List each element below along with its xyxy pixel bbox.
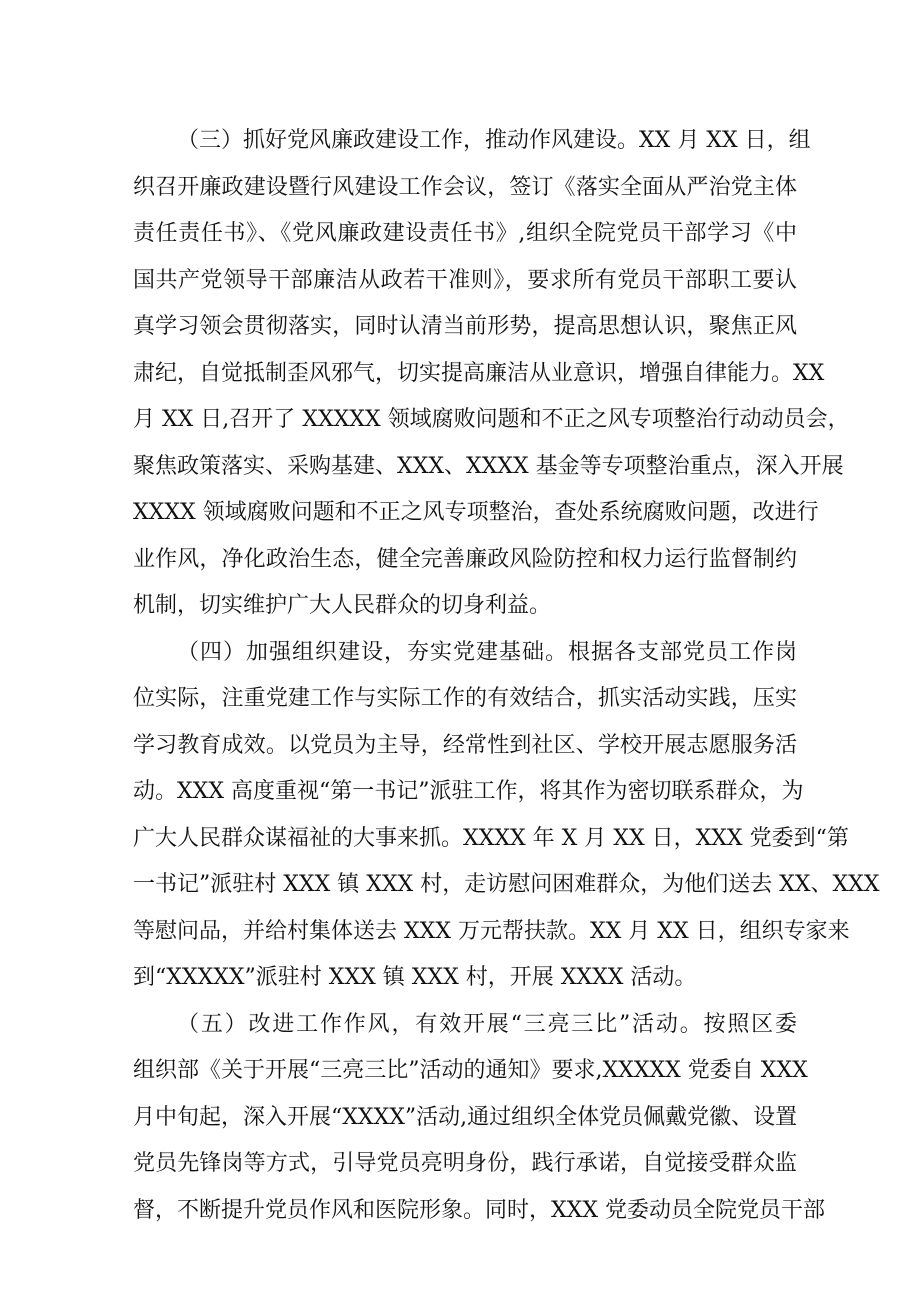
paragraph-work-style [133, 1002, 825, 1235]
text-line: 月中旬起，深入开展“XXXX”活动,通过组织全体党员佩戴党徽、设置 [133, 1104, 798, 1130]
text-line: （五）改进工作作风，有效开展“三亮三比”活动。按照区委 [177, 1011, 797, 1037]
text-line: 肃纪，自觉抵制歪风邪气，切实提高廉洁从业意识，增强自律能力。XX [133, 360, 825, 386]
text-line: 真学习领会贯彻落实，同时认清当前形势，提高思想认识，聚焦正风 [133, 314, 797, 339]
text-line: 组织部《关于开展“三亮三比”活动的通知》要求,XXXXX 党委自 XXX [133, 1058, 808, 1083]
text-line: 责任责任书》、《党风廉政建设责任书》,组织全院党员干部学习《中 [133, 221, 797, 246]
text-line: 到“XXXXX”派驻村 XXX 镇 XXX 村，开展 XXXX 活动。 [133, 965, 697, 990]
text-line: XXXX 领域腐败问题和不正之风专项整治，查处系统腐败问题，改进行 [133, 500, 819, 525]
text-line: 学习教育成效。以党员为主导，经常性到社区、学校开展志愿服务活 [133, 732, 797, 758]
text-line: 督，不断提升党员作风和医院形象。同时，XXX 党委动员全院党员干部 [133, 1197, 825, 1223]
text-line: 党员先锋岗等方式，引导党员亮明身份，践行承诺，自觉接受群众监 [133, 1151, 797, 1176]
paragraph-organization-building [133, 630, 880, 1002]
text-line: 织召开廉政建设暨行风建设工作会议，签订《落实全面从严治党主体 [133, 174, 797, 200]
text-line: 聚焦政策落实、采购基建、XXX、XXXX 基金等专项整治重点，深入开展 [133, 453, 844, 479]
text-line: 机制，切实维护广大人民群众的切身利益。 [133, 593, 552, 618]
text-line: （三）抓好党风廉政建设工作，推动作风建设。XX 月 XX 日，组 [177, 128, 811, 153]
text-line: 业作风，净化政治生态，健全完善廉政风险防控和权力运行监督制约 [133, 546, 797, 572]
text-line: 等慰问品，并给村集体送去 XXX 万元帮扶款。XX 月 XX 日，组织专家来 [133, 918, 850, 944]
text-line: 月 XX 日,召开了 XXXXX 领域腐败问题和不正之风专项整治行动动员会， [133, 407, 850, 432]
text-line: 一书记”派驻村 XXX 镇 XXX 村，走访慰问困难群众，为他们送去 XX、XXX [133, 872, 880, 897]
text-line: 动。XXX 高度重视“第一书记”派驻工作，将其作为密切联系群众，为 [133, 779, 804, 804]
text-line: 位实际，注重党建工作与实际工作的有效结合，抓实活动实践，压实 [133, 686, 797, 711]
paragraph-party-conduct [133, 118, 850, 630]
text-line: 国共产党领导干部廉洁从政若干准则》，要求所有党员干部职工要认 [133, 267, 797, 293]
text-line: 广大人民群众谋福祉的大事来抓。XXXX 年 X 月 XX 日，XXX 党委到“第 [133, 825, 849, 851]
text-line: （四）加强组织建设，夯实党建基础。根据各支部党员工作岗 [177, 639, 797, 665]
document-body [133, 118, 880, 1234]
